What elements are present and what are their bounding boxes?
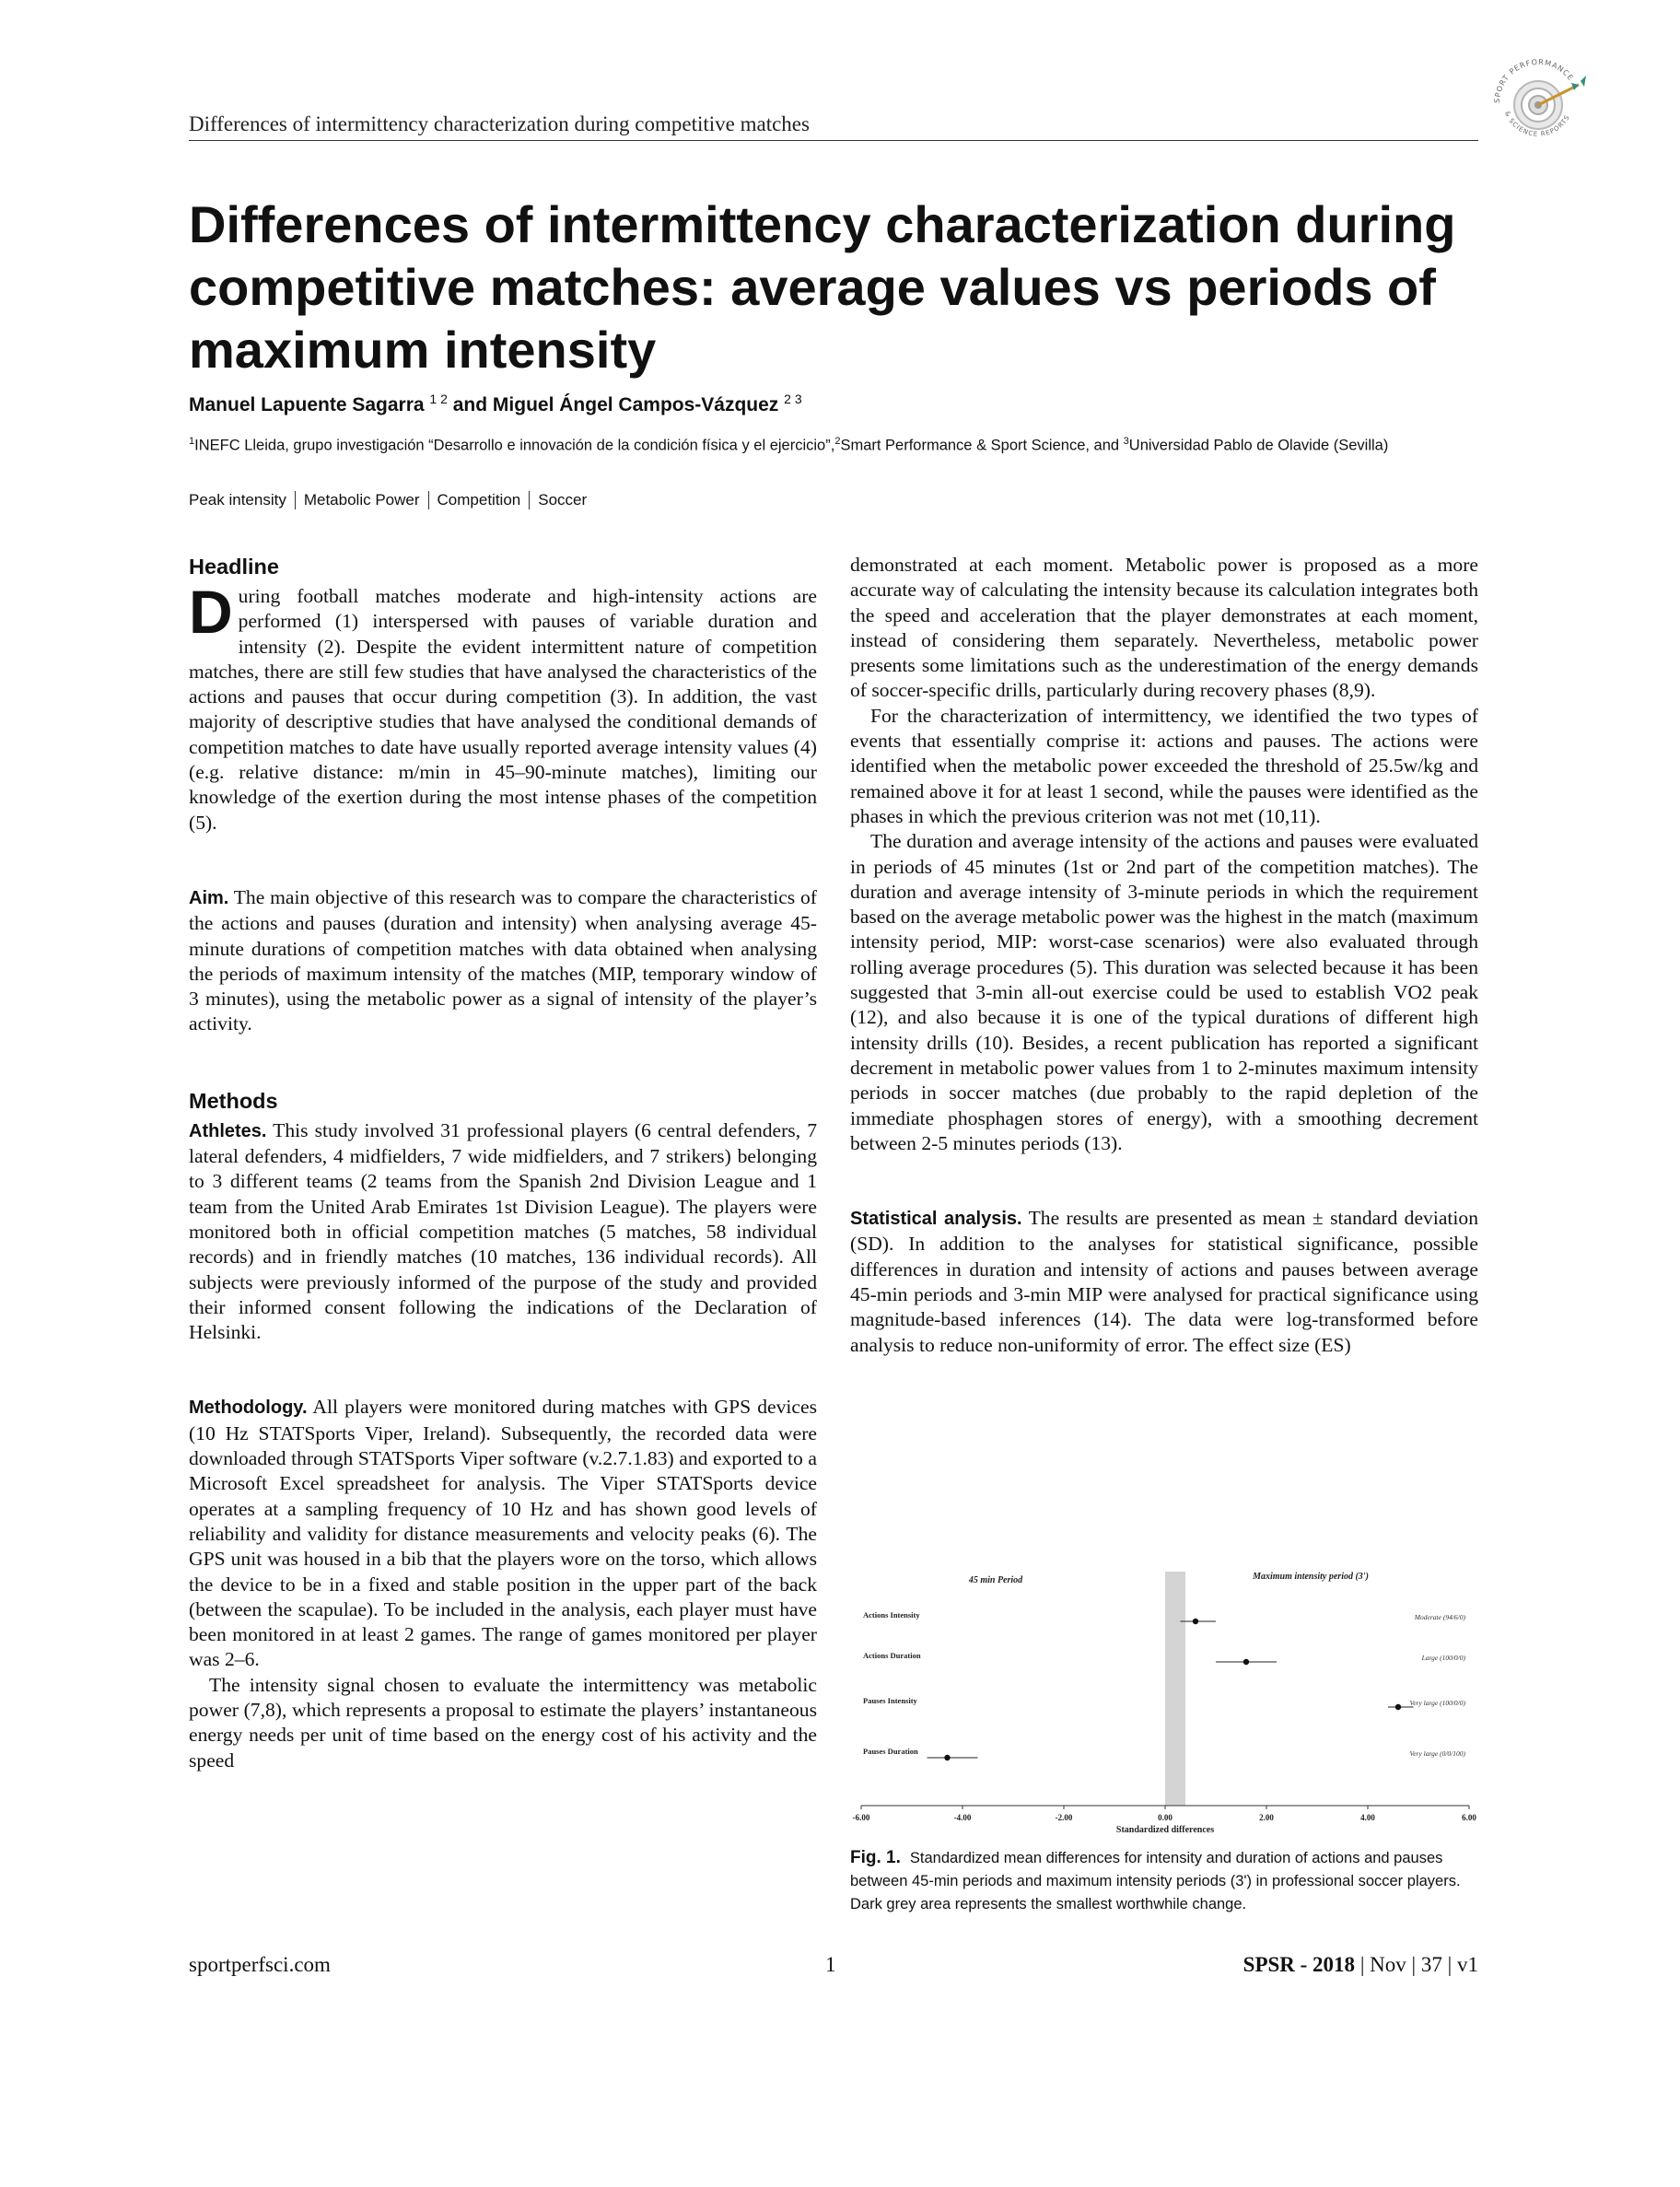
header-rule	[189, 140, 1478, 141]
running-head: Differences of intermittency characterization during competitive matches	[189, 112, 810, 135]
inference-label: Very large (100/0/0)	[1409, 1699, 1465, 1707]
effect-point	[1193, 1619, 1198, 1624]
effect-point	[944, 1755, 950, 1760]
aim-text: The main objective of this research was to compare the characteristics of the actions and pauses (duration and intensity) when analysing average 45-minute durations of competition matches with data obtained when analysing the periods of maximum intensity of the matches (MIP, temporary window of 3 minutes), using the metabolic power as a signal of intensity of the player’s activity.	[189, 885, 817, 1035]
footer-page-number: 1	[825, 1953, 836, 1976]
inference-label: Large (100/0/0)	[1421, 1654, 1465, 1662]
footer-issue: | Nov | 37 | v1	[1355, 1953, 1478, 1976]
figure-caption-text: Standardized mean differences for intensity and duration of actions and pauses between 45-min periods and maximum intensity periods (3') in professional soccer players. Dark grey area represents the smallest worthwhile change.	[850, 1850, 1461, 1912]
section-heading-headline: Headline	[189, 555, 279, 579]
x-tick-label: -2.00	[1055, 1813, 1073, 1822]
affil-marker: 3	[1123, 436, 1129, 447]
effect-point	[1243, 1659, 1249, 1665]
affiliations	[189, 429, 1478, 458]
keyword: Metabolic Power	[295, 491, 428, 509]
figure-caption	[850, 1846, 1478, 1916]
affil-marker: 2	[834, 436, 841, 447]
footer-site: sportperfsci.com	[189, 1953, 331, 1976]
headline-text: uring football matches moderate and high-intensity actions are performed (1) interspersed with pauses of variable duration and intensity (2). Despite the evident intermittent nature of competition matches, there are still few studies that have analysed the characteristics of the actions and pauses that occur during competition (3). In addition, the vast majority of descriptive studies that have analysed the conditional demands of competition matches to date have usually reported average intensity values (4) (e.g. relative distance: m/min in 45–90-minute matches), limiting our knowledge of the exertion during the most intense phases of the competition (5).	[189, 585, 817, 834]
paper-title: Differences of intermittency characterization during competitive matches: average values vs periods of maximum intensity	[189, 195, 1456, 379]
header-right: Maximum intensity period (3')	[1253, 1572, 1369, 1582]
inference-label: Very large (0/0/100)	[1409, 1749, 1465, 1758]
footer-journal: SPSR - 2018	[1242, 1953, 1356, 1976]
author-affil-marker: 2 3	[784, 392, 802, 406]
drop-cap: D	[189, 578, 233, 646]
header-left: 45 min Period	[968, 1575, 1023, 1585]
statistics-paragraph	[850, 1206, 1478, 1358]
author-name: Miguel Ángel Campos-Vázquez	[492, 394, 779, 415]
x-tick-label: 6.00	[1462, 1813, 1476, 1822]
row-label: Pauses Intensity	[863, 1696, 917, 1705]
inference-label: Moderate (94/6/0)	[1414, 1613, 1465, 1621]
x-tick-label: 2.00	[1259, 1813, 1274, 1822]
methodology-lead: Methodology.	[189, 1398, 308, 1419]
headline-paragraph	[189, 578, 817, 836]
author-name: Manuel Lapuente Sagarra	[189, 394, 425, 415]
statistics-lead: Statistical analysis.	[850, 1209, 1022, 1230]
affil-text: INEFC Lleida, grupo investigación “Desarrollo e innovación de la condición física y el ejercicio”,	[194, 437, 835, 454]
athletes-lead: Athletes.	[189, 1120, 267, 1141]
keywords	[189, 491, 595, 509]
left-column	[189, 553, 817, 1773]
author-list	[189, 392, 802, 416]
keyword: Competition	[428, 491, 530, 509]
forest-plot-figure	[850, 1564, 1478, 1841]
row-label: Actions Duration	[863, 1651, 921, 1660]
x-tick-label: -6.00	[852, 1813, 870, 1822]
methodology-text: All players were monitored during matches with GPS devices (10 Hz STATSports Viper, Ireland). Subsequently, the recorded data were downloaded through STATSports Viper software (v.2.7.1.83) and exported to a Microsoft Excel spreadsheet for analysis. The Viper STATSports device operates at a sampling frequency of 10 Hz and has shown good levels of reliability and validity for distance measurements and velocity peaks (6). The GPS unit was housed in a bib that the players wore on the torso, which allows the device to be in a fixed and stable position in the upper part of the back (between the scapulae). To be included in the analysis, each player must have been monitored in at least 2 games. The range of games monitored per player was 2–6.	[189, 1396, 817, 1671]
keyword: Peak intensity	[189, 491, 286, 509]
right-column	[850, 553, 1478, 1358]
row-label: Pauses Duration	[863, 1747, 918, 1756]
methodology-paragraph	[189, 1395, 817, 1672]
x-tick-label: 4.00	[1360, 1813, 1375, 1822]
swc-band	[1165, 1572, 1185, 1806]
figure-label: Fig. 1.	[850, 1848, 901, 1867]
section-heading-methods: Methods	[189, 1088, 278, 1113]
affil-text: Smart Performance & Sport Science, and	[840, 437, 1124, 454]
affil-text: Universidad Pablo de Olavide (Sevilla)	[1128, 437, 1389, 454]
author-affil-marker: 1 2	[429, 392, 448, 406]
x-tick-label: -4.00	[953, 1813, 972, 1822]
svg-text:SPORT PERFORMANCE: SPORT PERFORMANCE	[1492, 57, 1576, 104]
aim-paragraph	[189, 885, 817, 1037]
characterization-paragraph: For the characterization of intermittency, we identified the two types of events that essentially comprise it: actions and pauses. The actions were identified when the metabolic power exceeded the threshold of 25.5w/kg and remained above it for at least 1 second, while the pauses were identified as the phases in which the previous criterion was not met (10,11).	[850, 704, 1478, 827]
athletes-text: This study involved 31 professional players (6 central defenders, 7 lateral defenders, 4 midfielders, 7 wide midfielders, and 7 strikers) belonging to 3 different teams (2 teams from the Spanish 2nd Division League and 1 team from the United Arab Emirates 1st Division League). The players were monitored both in official competition matches (5 matches, 58 individual records) and in friendly matches (10 matches, 136 individual records). All subjects were previously informed of the purpose of the study and provided their informed consent following the indications of the Declaration of Helsinki.	[189, 1118, 817, 1344]
intensity-paragraph: The intensity signal chosen to evaluate the intermittency was metabolic power (7,8), which represents a proposal to estimate the players’ instantaneous energy needs per unit of time based on the energy cost of his activity and the speed	[189, 1673, 817, 1772]
keyword: Soccer	[529, 491, 595, 509]
duration-paragraph: The duration and average intensity of the actions and pauses were evaluated in periods of 45 minutes (1st or 2nd part of the competition matches). The duration and average intensity of 3-minute periods in which the requirement based on the average metabolic power was the highest in the match (maximum intensity period, MIP: worst-case scenarios) were also evaluated through rolling average procedures (5). This duration was selected because it has been suggested that 3-min all-out exercise could be used to establish VO2 peak (12), and also because it is one of the typical durations of different high intensity drills (10). Besides, a recent publication has reported a significant decrement in metabolic power values from 1 to 2-minutes maximum intensity periods in soccer matches (due probably to the rapid depletion of the immediate phosphagen stores of energy), with a smoothing decrement between 2-5 minutes periods (13).	[850, 830, 1478, 1154]
footer-journal-info	[1243, 1953, 1478, 1977]
target-arrow-logo	[1483, 48, 1593, 158]
statistics-text: The results are presented as mean ± standard deviation (SD). In addition to the analyses for statistical significance, possible differences in duration and intensity of actions and pauses between average 45-min periods and 3-min MIP were analysed for practical significance using magnitude-based inferences (14). The data were log-transformed before analysis to reduce non-uniformity of error. The effect size (ES)	[850, 1207, 1478, 1356]
svg-text:& SCIENCE REPORTS: & SCIENCE REPORTS	[1503, 110, 1572, 138]
x-axis-label: Standardized differences	[1115, 1825, 1215, 1835]
metabolic-paragraph: demonstrated at each moment. Metabolic power is proposed as a more accurate way of calculating the intensity because its calculation integrates both the speed and acceleration that the player demonstrates at each moment, instead of considering them separately. Nevertheless, metabolic power presents some limitations such as the underestimation of the energy demands of soccer-specific drills, particularly during recovery phases (8,9).	[850, 554, 1478, 702]
row-label: Actions Intensity	[863, 1610, 920, 1620]
affil-marker: 1	[189, 436, 195, 447]
athletes-paragraph	[189, 1118, 817, 1346]
x-tick-label: 0.00	[1158, 1813, 1172, 1822]
aim-lead: Aim.	[189, 887, 229, 908]
effect-point	[1395, 1704, 1401, 1710]
author-conjunction: and	[452, 394, 488, 415]
